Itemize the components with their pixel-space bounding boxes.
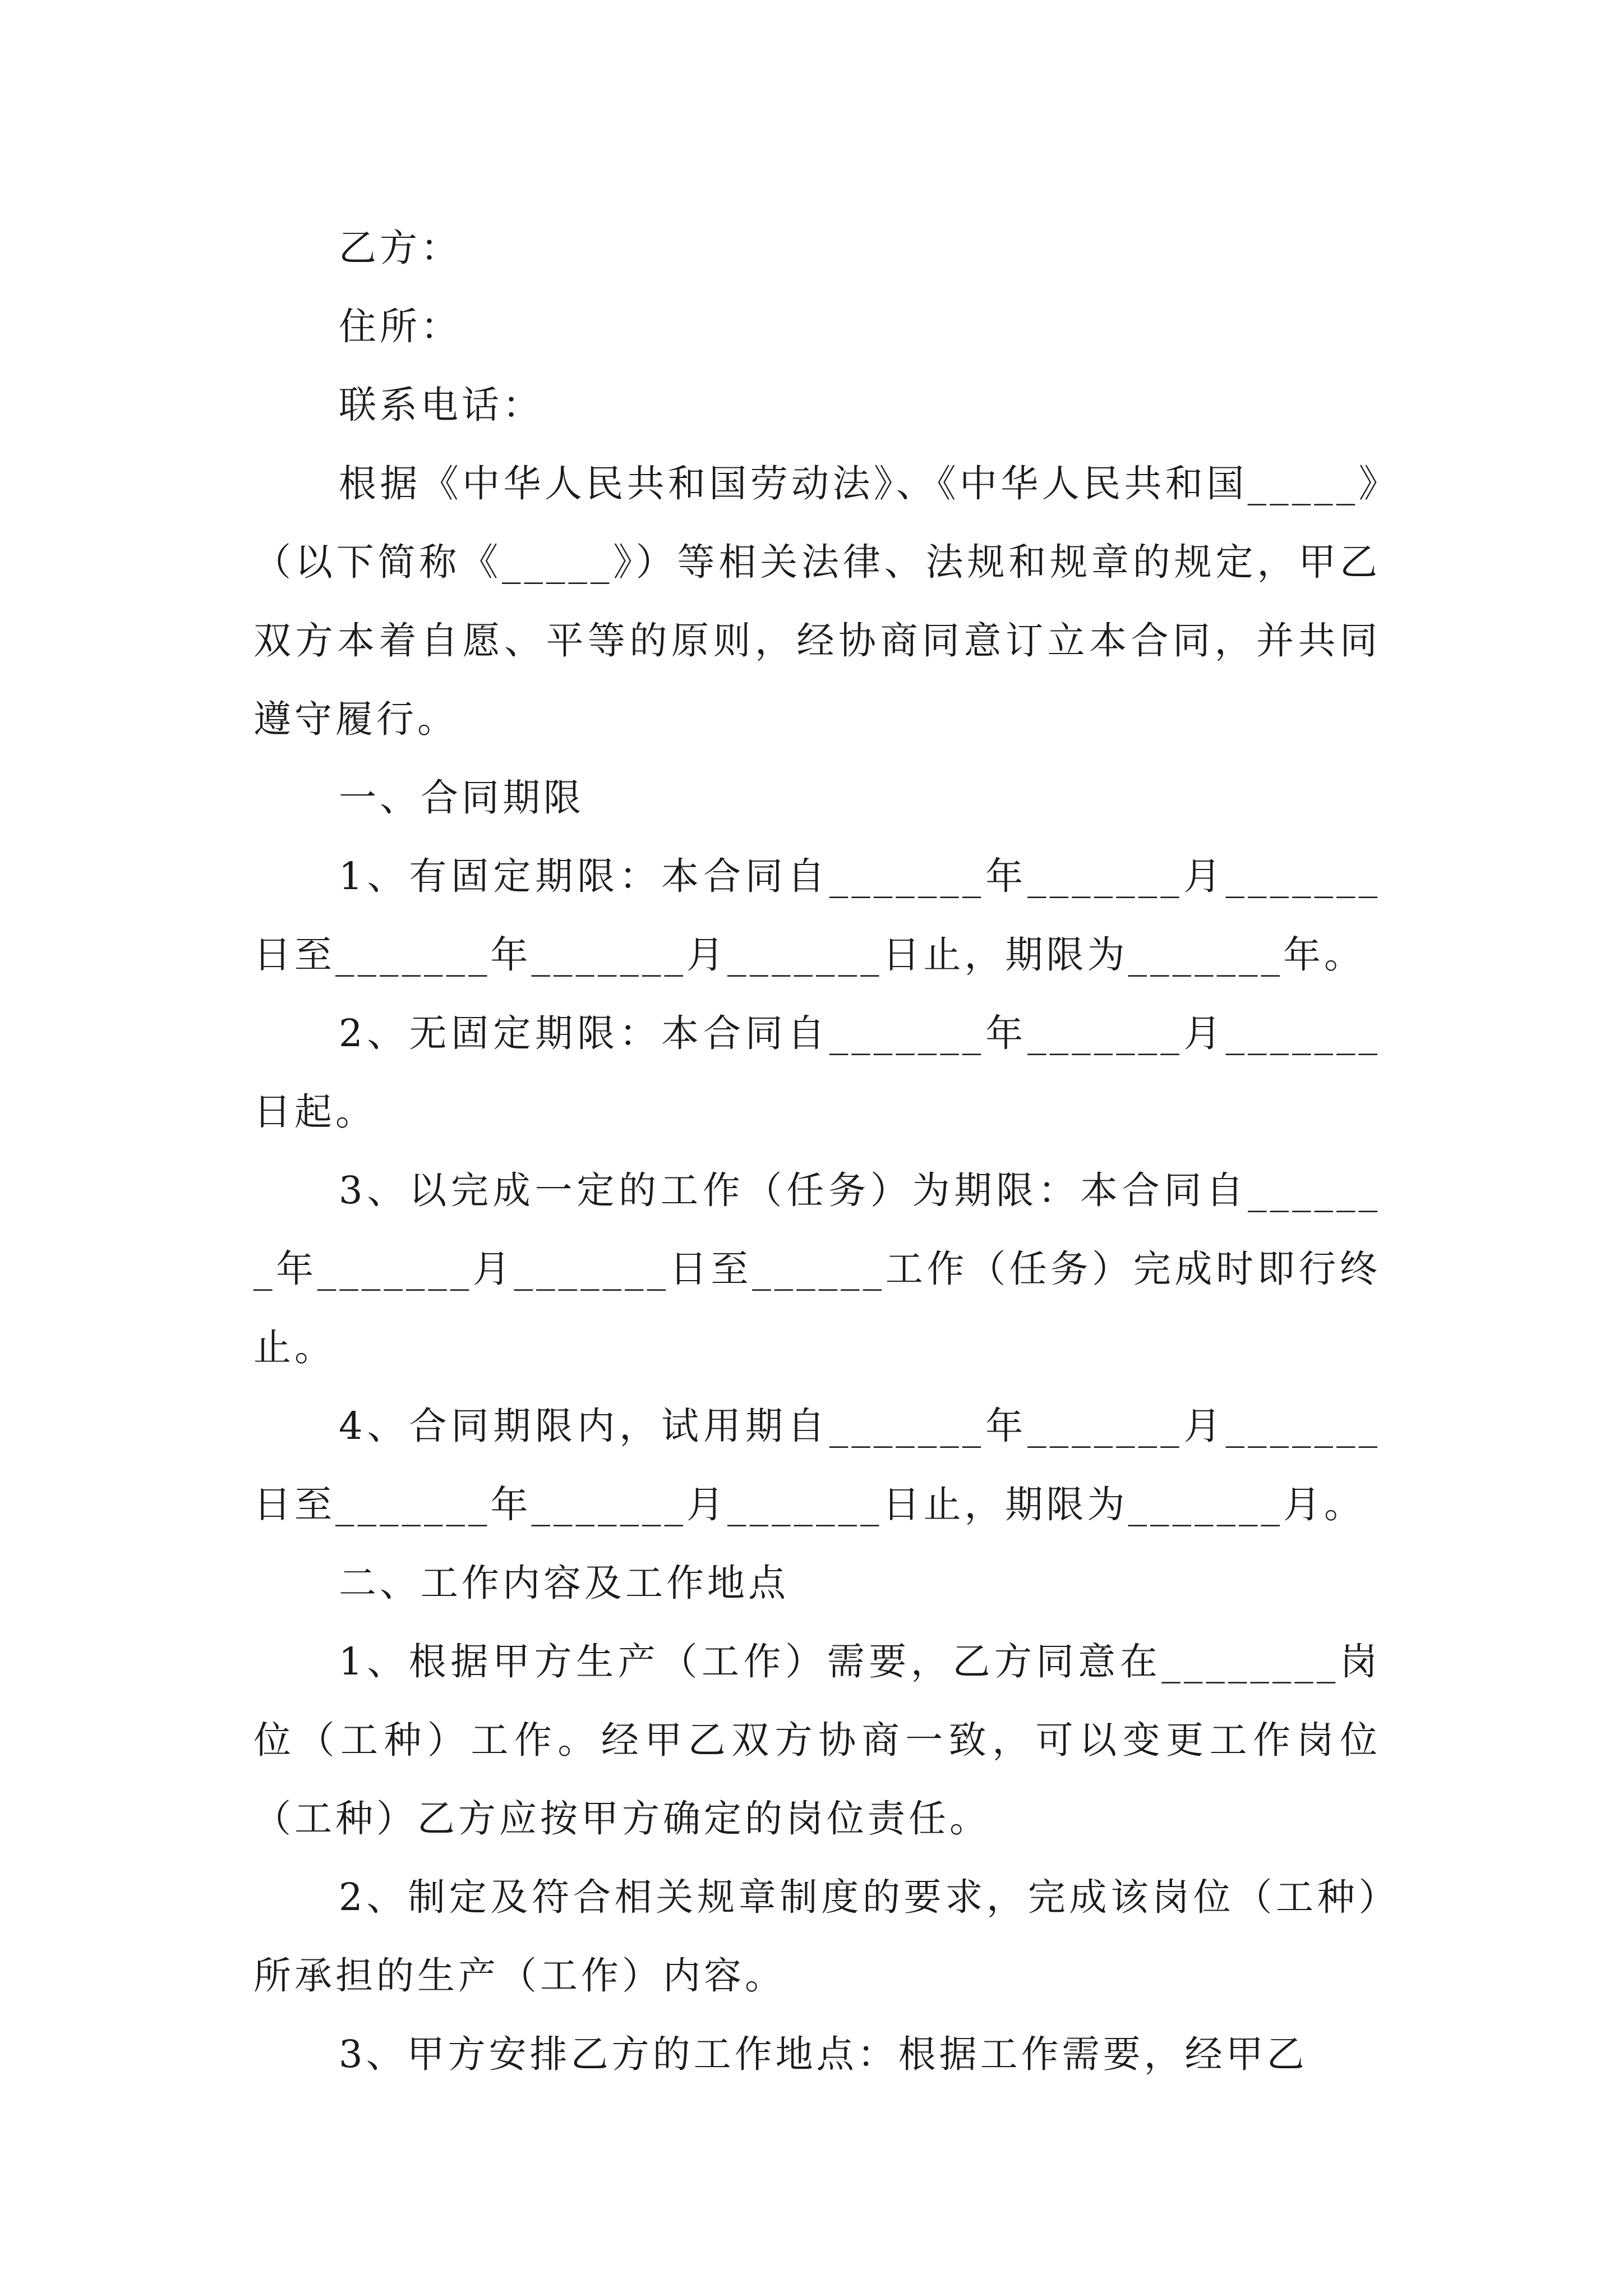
party-b-line: 乙方： bbox=[339, 226, 462, 270]
address-line: 住所： bbox=[339, 305, 462, 348]
preamble-paragraph: 根据《中华人民共和国劳动法》、《中华人民共和国_____》（以下简称《_____》）等相关法律、法规和规章的规定，甲乙双方本着自愿、平等的原则，经协商同意订立本合同，并共同遵守履行。 bbox=[253, 462, 1381, 741]
section-1-heading: 一、合同期限 bbox=[339, 776, 584, 820]
section-1-item-2: 2、无固定期限：本合同自_______年_______月_______日起。 bbox=[253, 1011, 1381, 1134]
section-2-item-1: 1、根据甲方生产（工作）需要，乙方同意在________岗位（工种）工作。经甲乙双方协商一致，可以变更工作岗位（工种）乙方应按甲方确定的岗位责任。 bbox=[253, 1640, 1381, 1841]
phone-line: 联系电话： bbox=[339, 383, 543, 427]
section-1-item-3: 3、以完成一定的工作（任务）为期限：本合同自_______年_______月_______日至______工作（任务）完成时即行终止。 bbox=[253, 1168, 1381, 1369]
section-1-item-4: 4、合同期限内，试用期自_______年_______月_______日至_______年_______月_______日止，期限为_______月。 bbox=[253, 1404, 1381, 1526]
section-1-item-1: 1、有固定期限：本合同自_______年_______月_______日至_______年_______月_______日止，期限为_______年。 bbox=[253, 854, 1381, 977]
section-2-heading: 二、工作内容及工作地点 bbox=[339, 1561, 789, 1605]
document-body bbox=[253, 209, 1381, 2093]
section-2-item-2: 2、制定及符合相关规章制度的要求，完成该岗位（工种）所承担的生产（工作）内容。 bbox=[253, 1875, 1381, 1998]
section-2-item-3: 3、甲方安排乙方的工作地点：根据工作需要，经甲乙 bbox=[339, 2032, 1308, 2076]
